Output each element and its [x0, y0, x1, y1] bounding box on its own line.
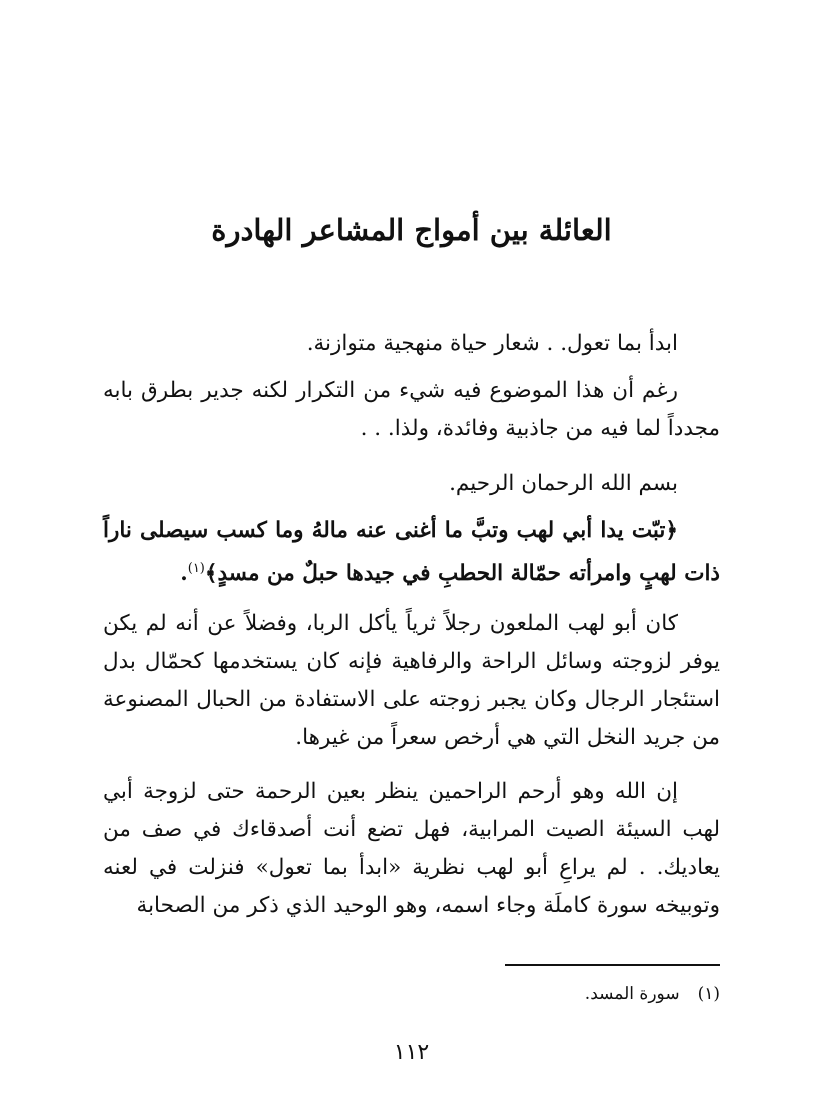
paragraph-mercy: إن الله وهو أرحم الراحمين ينظر بعين الرحمة حتى لزوجة أبي لهب السيئة الصيت المرابية، فهل تضع أنت أصدقاءك في صف من يعاديك. . لم يراعِ أبو لهب نظرية «ابدأ بما تعول» فنزلت في لعنه وتوبيخه سورة كاملَة وجاء اسمه، وهو الوحيد الذي ذكر من الصحابة: [103, 779, 720, 918]
paragraph-basmala: بسم الله الرحمان الرحيم.: [449, 471, 678, 496]
footnote-number: (١): [697, 984, 720, 1004]
verse-text: ﴿تبّت يدا أبي لهب وتبَّ ما أغنى عنه مالهُ وما كسب سيصلى ناراً ذات لهبٍ وامرأته حمّالة الحطبِ في جيدها حبلٌ من مسدٍ﴾: [103, 518, 720, 587]
footnote: [585, 980, 720, 1008]
paragraph-abu-lahab: كان أبو لهب الملعون رجلاً ثرياً يأكل الربا، وفضلاً عن أنه لم يكن يوفر لزوجته وسائل الراحة والرفاهية فإنه كان يستخدمها كحمّال بدل استئجار الرجال وكان يجبر زوجته على الاستفادة من الحبال المصنوعة من جريد النخل التي هي أرخص سعراً من غيرها.: [103, 611, 720, 750]
footnote-divider: [505, 964, 720, 966]
paragraph-motto: ابدأ بما تعول. . شعار حياة منهجية متوازنة.: [306, 331, 678, 356]
paragraph-quran-verse: [103, 512, 720, 593]
footnote-text: سورة المسد.: [584, 984, 680, 1004]
footnote-reference: (١): [187, 561, 205, 576]
paragraph-intro: رغم أن هذا الموضوع فيه شيء من التكرار لكنه جدير بطرق بابه مجدداً لما فيه من جاذبية وفائدة، ولذا. . .: [103, 378, 720, 441]
verse-end-period: .: [180, 561, 188, 587]
chapter-title: العائلة بين أمواج المشاعر الهادرة: [211, 213, 612, 247]
page-number: ١١٢: [393, 1040, 430, 1065]
